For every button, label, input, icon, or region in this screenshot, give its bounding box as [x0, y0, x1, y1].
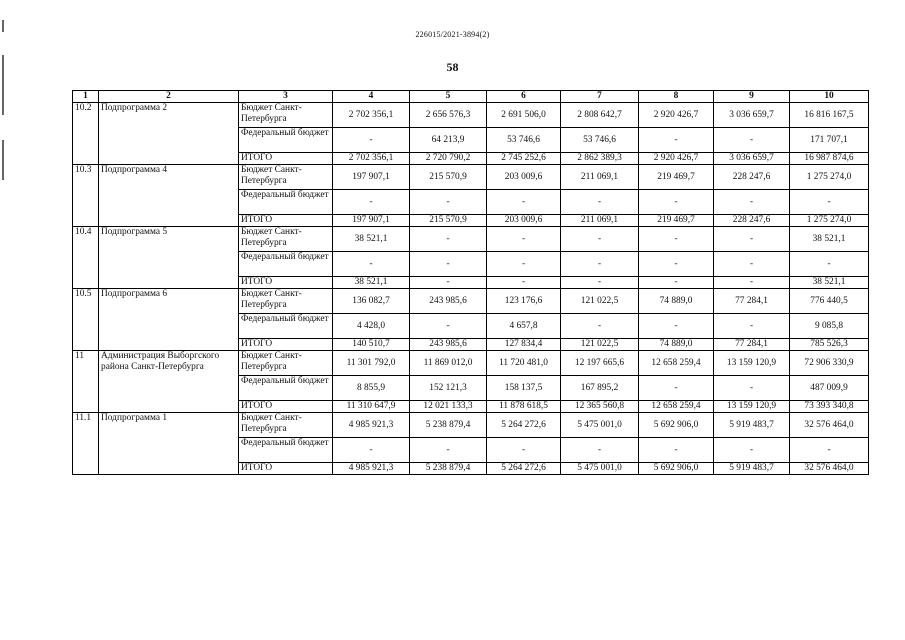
funding-source: Федеральный бюджет — [239, 376, 333, 401]
amount-cell: 77 284,1 — [714, 289, 790, 314]
table-row — [73, 103, 869, 128]
amount-cell: 219 469,7 — [639, 165, 714, 190]
amount-cell: 3 036 659,7 — [714, 153, 790, 165]
amount-cell: 136 082,7 — [333, 289, 410, 314]
amount-cell: 228 247,6 — [714, 215, 790, 227]
amount-cell: 219 469,7 — [639, 215, 714, 227]
amount-cell: - — [639, 252, 714, 277]
amount-cell: 38 521,1 — [790, 227, 869, 252]
amount-cell: 5 238 879,4 — [410, 463, 487, 475]
amount-cell: - — [790, 190, 869, 215]
amount-cell: 2 862 389,3 — [561, 153, 639, 165]
funding-source: Федеральный бюджет — [239, 438, 333, 463]
funding-source: Бюджет Санкт-Петербурга — [239, 413, 333, 438]
amount-cell: 12 658 259,4 — [639, 351, 714, 376]
program-name: Подпрограмма 6 — [99, 289, 239, 351]
amount-cell: 5 475 001,0 — [561, 413, 639, 438]
funding-source: ИТОГО — [239, 339, 333, 351]
column-header: 7 — [561, 91, 639, 103]
amount-cell: 3 036 659,7 — [714, 103, 790, 128]
column-header: 10 — [790, 91, 869, 103]
amount-cell: - — [410, 438, 487, 463]
amount-cell: 13 159 120,9 — [714, 401, 790, 413]
amount-cell: 12 197 665,6 — [561, 351, 639, 376]
table-row — [73, 165, 869, 190]
program-name: Администрация Выборгского района Санкт-Петербурга — [99, 351, 239, 413]
amount-cell: - — [639, 314, 714, 339]
amount-cell: - — [714, 376, 790, 401]
amount-cell: 197 907,1 — [333, 215, 410, 227]
amount-cell: - — [790, 252, 869, 277]
column-header: 3 — [239, 91, 333, 103]
column-header: 6 — [487, 91, 561, 103]
document-id: 226015/2021-3894(2) — [415, 30, 490, 39]
amount-cell: - — [487, 190, 561, 215]
amount-cell: 16 987 874,6 — [790, 153, 869, 165]
amount-cell: 11 878 618,5 — [487, 401, 561, 413]
amount-cell: 127 834,4 — [487, 339, 561, 351]
amount-cell: 243 985,6 — [410, 289, 487, 314]
amount-cell: 4 657,8 — [487, 314, 561, 339]
amount-cell: 5 264 272,6 — [487, 463, 561, 475]
row-code: 10.2 — [73, 103, 99, 165]
amount-cell: - — [714, 314, 790, 339]
amount-cell: 5 692 906,0 — [639, 463, 714, 475]
program-name: Подпрограмма 4 — [99, 165, 239, 227]
row-code: 11 — [73, 351, 99, 413]
amount-cell: - — [714, 252, 790, 277]
amount-cell: 38 521,1 — [333, 277, 410, 289]
amount-cell: - — [714, 438, 790, 463]
column-header: 2 — [99, 91, 239, 103]
table-row — [73, 413, 869, 438]
amount-cell: 5 238 879,4 — [410, 413, 487, 438]
funding-source: ИТОГО — [239, 215, 333, 227]
amount-cell: - — [561, 190, 639, 215]
amount-cell: 38 521,1 — [333, 227, 410, 252]
amount-cell: - — [639, 190, 714, 215]
amount-cell: 1 275 274,0 — [790, 215, 869, 227]
amount-cell: 9 085,8 — [790, 314, 869, 339]
column-header: 4 — [333, 91, 410, 103]
amount-cell: - — [487, 252, 561, 277]
amount-cell: 2 691 506,0 — [487, 103, 561, 128]
amount-cell: - — [639, 376, 714, 401]
amount-cell: 215 570,9 — [410, 165, 487, 190]
amount-cell: 12 658 259,4 — [639, 401, 714, 413]
amount-cell: 776 440,5 — [790, 289, 869, 314]
amount-cell: 171 707,1 — [790, 128, 869, 153]
amount-cell: - — [714, 227, 790, 252]
amount-cell: 13 159 120,9 — [714, 351, 790, 376]
amount-cell: 203 009,6 — [487, 215, 561, 227]
column-header: 9 — [714, 91, 790, 103]
funding-source: ИТОГО — [239, 153, 333, 165]
amount-cell: 5 919 483,7 — [714, 463, 790, 475]
amount-cell: 2 656 576,3 — [410, 103, 487, 128]
funding-source: Федеральный бюджет — [239, 190, 333, 215]
amount-cell: - — [410, 277, 487, 289]
row-code: 11.1 — [73, 413, 99, 475]
amount-cell: 121 022,5 — [561, 289, 639, 314]
funding-source: Бюджет Санкт-Петербурга — [239, 103, 333, 128]
amount-cell: 4 985 921,3 — [333, 463, 410, 475]
amount-cell: - — [410, 252, 487, 277]
amount-cell: 38 521,1 — [790, 277, 869, 289]
amount-cell: 2 920 426,7 — [639, 103, 714, 128]
amount-cell: 487 009,9 — [790, 376, 869, 401]
amount-cell: 2 702 356,1 — [333, 153, 410, 165]
amount-cell: - — [639, 277, 714, 289]
amount-cell: - — [714, 277, 790, 289]
amount-cell: 2 920 426,7 — [639, 153, 714, 165]
funding-source: Бюджет Санкт-Петербурга — [239, 227, 333, 252]
amount-cell: - — [487, 227, 561, 252]
program-name: Подпрограмма 2 — [99, 103, 239, 165]
amount-cell: 16 816 167,5 — [790, 103, 869, 128]
amount-cell: 5 475 001,0 — [561, 463, 639, 475]
column-header: 8 — [639, 91, 714, 103]
amount-cell: 53 746,6 — [561, 128, 639, 153]
amount-cell: 211 069,1 — [561, 165, 639, 190]
amount-cell: 5 264 272,6 — [487, 413, 561, 438]
amount-cell: - — [333, 190, 410, 215]
funding-source: ИТОГО — [239, 401, 333, 413]
funding-source: Бюджет Санкт-Петербурга — [239, 289, 333, 314]
funding-source: Федеральный бюджет — [239, 314, 333, 339]
amount-cell: 121 022,5 — [561, 339, 639, 351]
amount-cell: 243 985,6 — [410, 339, 487, 351]
amount-cell: - — [561, 227, 639, 252]
amount-cell: 152 121,3 — [410, 376, 487, 401]
amount-cell: 77 284,1 — [714, 339, 790, 351]
table-row — [73, 227, 869, 252]
amount-cell: 64 213,9 — [410, 128, 487, 153]
amount-cell: 2 720 790,2 — [410, 153, 487, 165]
amount-cell: - — [333, 252, 410, 277]
amount-cell: 197 907,1 — [333, 165, 410, 190]
row-code: 10.3 — [73, 165, 99, 227]
amount-cell: 158 137,5 — [487, 376, 561, 401]
amount-cell: 203 009,6 — [487, 165, 561, 190]
amount-cell: - — [410, 227, 487, 252]
amount-cell: - — [333, 438, 410, 463]
program-name: Подпрограмма 5 — [99, 227, 239, 289]
amount-cell: 211 069,1 — [561, 215, 639, 227]
amount-cell: - — [333, 128, 410, 153]
amount-cell: 72 906 330,9 — [790, 351, 869, 376]
program-name: Подпрограмма 1 — [99, 413, 239, 475]
scan-edge-mark — [2, 140, 4, 180]
amount-cell: 1 275 274,0 — [790, 165, 869, 190]
amount-cell: 2 808 642,7 — [561, 103, 639, 128]
amount-cell: - — [561, 438, 639, 463]
amount-cell: 53 746,6 — [487, 128, 561, 153]
table-body — [73, 103, 869, 475]
amount-cell: - — [561, 277, 639, 289]
column-header: 1 — [73, 91, 99, 103]
amount-cell: 11 720 481,0 — [487, 351, 561, 376]
amount-cell: 140 510,7 — [333, 339, 410, 351]
funding-source: Бюджет Санкт-Петербурга — [239, 351, 333, 376]
amount-cell: 74 889,0 — [639, 289, 714, 314]
budget-table — [72, 90, 869, 475]
funding-source: Федеральный бюджет — [239, 128, 333, 153]
amount-cell: 73 393 340,8 — [790, 401, 869, 413]
amount-cell: - — [410, 190, 487, 215]
amount-cell: - — [639, 227, 714, 252]
amount-cell: 785 526,3 — [790, 339, 869, 351]
amount-cell: 12 365 560,8 — [561, 401, 639, 413]
amount-cell: 32 576 464,0 — [790, 463, 869, 475]
amount-cell: 11 869 012,0 — [410, 351, 487, 376]
amount-cell: - — [487, 277, 561, 289]
amount-cell: 32 576 464,0 — [790, 413, 869, 438]
amount-cell: 4 428,0 — [333, 314, 410, 339]
amount-cell: - — [639, 128, 714, 153]
funding-source: ИТОГО — [239, 463, 333, 475]
amount-cell: 11 310 647,9 — [333, 401, 410, 413]
amount-cell: 11 301 792,0 — [333, 351, 410, 376]
amount-cell: 2 702 356,1 — [333, 103, 410, 128]
amount-cell: 8 855,9 — [333, 376, 410, 401]
amount-cell: - — [639, 438, 714, 463]
funding-source: Федеральный бюджет — [239, 252, 333, 277]
funding-source: Бюджет Санкт-Петербурга — [239, 165, 333, 190]
column-number-row — [73, 91, 869, 103]
amount-cell: 4 985 921,3 — [333, 413, 410, 438]
amount-cell: - — [714, 128, 790, 153]
page-number: 58 — [446, 60, 459, 74]
amount-cell: - — [487, 438, 561, 463]
amount-cell: 5 692 906,0 — [639, 413, 714, 438]
amount-cell: 123 176,6 — [487, 289, 561, 314]
amount-cell: - — [561, 314, 639, 339]
amount-cell: 2 745 252,6 — [487, 153, 561, 165]
amount-cell: 167 895,2 — [561, 376, 639, 401]
row-code: 10.4 — [73, 227, 99, 289]
row-code: 10.5 — [73, 289, 99, 351]
amount-cell: 215 570,9 — [410, 215, 487, 227]
table-row — [73, 289, 869, 314]
column-header: 5 — [410, 91, 487, 103]
amount-cell: - — [410, 314, 487, 339]
amount-cell: - — [714, 190, 790, 215]
table-row — [73, 351, 869, 376]
amount-cell: - — [561, 252, 639, 277]
amount-cell: 12 021 133,3 — [410, 401, 487, 413]
amount-cell: 74 889,0 — [639, 339, 714, 351]
amount-cell: - — [790, 438, 869, 463]
funding-source: ИТОГО — [239, 277, 333, 289]
amount-cell: 228 247,6 — [714, 165, 790, 190]
amount-cell: 5 919 483,7 — [714, 413, 790, 438]
